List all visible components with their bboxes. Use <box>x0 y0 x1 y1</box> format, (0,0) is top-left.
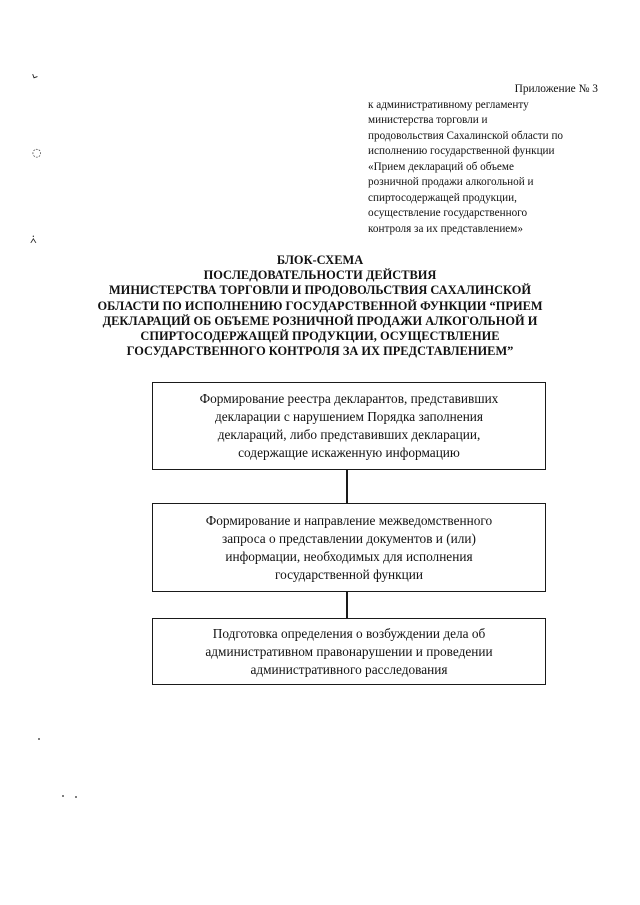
heading-line: ДЕКЛАРАЦИЙ ОБ ОБЪЕМЕ РОЗНИЧНОЙ ПРОДАЖИ АЛКОГОЛЬНОЙ И <box>102 313 538 328</box>
step-line: государственной функции <box>275 566 423 582</box>
step-text <box>205 625 492 679</box>
step-text <box>200 390 499 462</box>
flowchart-step-1 <box>152 382 546 470</box>
scan-mark-middle: ◌ <box>32 146 42 159</box>
flowchart-step-2 <box>152 503 546 592</box>
step-line: информации, необходимых для исполнения <box>225 548 473 564</box>
annex-line: «Прием деклараций об объеме <box>368 160 514 173</box>
annex-line: к административному регламенту <box>368 98 529 111</box>
step-text <box>206 512 492 584</box>
annex-line: спиртосодержащей продукции, <box>368 191 517 204</box>
annex-title: Приложение № 3 <box>514 83 598 95</box>
annex-line: розничной продажи алкогольной и <box>368 176 534 188</box>
scan-mark-top: ⌞ <box>28 65 40 82</box>
step-line: административного расследования <box>250 661 448 677</box>
annex-line: министерства торговли и <box>368 114 488 126</box>
heading-line: БЛОК-СХЕМА <box>276 253 364 267</box>
annex-line: продовольствия Сахалинской области по <box>368 129 564 142</box>
heading-line: СПИРТОСОДЕРЖАЩЕЙ ПРОДУКЦИИ, ОСУЩЕСТВЛЕНИЕ <box>140 329 500 344</box>
step-line: Формирование реестра декларантов, представивших <box>199 391 499 406</box>
step-line: декларации с нарушением Порядка заполнения <box>214 409 484 424</box>
heading-line: ПОСЛЕДОВАТЕЛЬНОСТИ ДЕЙСТВИЯ <box>203 268 437 283</box>
step-line: запроса о представлении документов и (или) <box>222 530 476 546</box>
flowchart-step-3 <box>152 618 546 685</box>
step-line: содержащие искаженную информацию <box>238 445 460 460</box>
step-line: административном правонарушении и проведении <box>205 643 493 659</box>
annex-line: осуществление государственного <box>368 207 528 219</box>
annex-line: исполнению государственной функции <box>368 145 555 157</box>
step-line: Формирование и направление межведомственного <box>205 512 493 528</box>
scan-mark-bottom: ⩑ <box>30 233 37 246</box>
connector-line <box>346 592 348 618</box>
connector-line <box>346 470 348 503</box>
heading-line: ОБЛАСТИ ПО ИСПОЛНЕНИЮ ГОСУДАРСТВЕННОЙ ФУНКЦИИ “ПРИЕМ <box>97 298 543 313</box>
annex-line: контроля за их представлением» <box>368 222 523 235</box>
step-line: Подготовка определения о возбуждении дела об <box>212 625 486 641</box>
heading-line: МИНИСТЕРСТВА ТОРГОВЛИ И ПРОДОВОЛЬСТВИЯ САХАЛИНСКОЙ <box>108 283 532 298</box>
heading-line: ГОСУДАРСТВЕННОГО КОНТРОЛЯ ЗА ИХ ПРЕДСТАВЛЕНИЕМ” <box>126 344 514 359</box>
step-line: деклараций, либо представивших декларации, <box>217 427 481 442</box>
